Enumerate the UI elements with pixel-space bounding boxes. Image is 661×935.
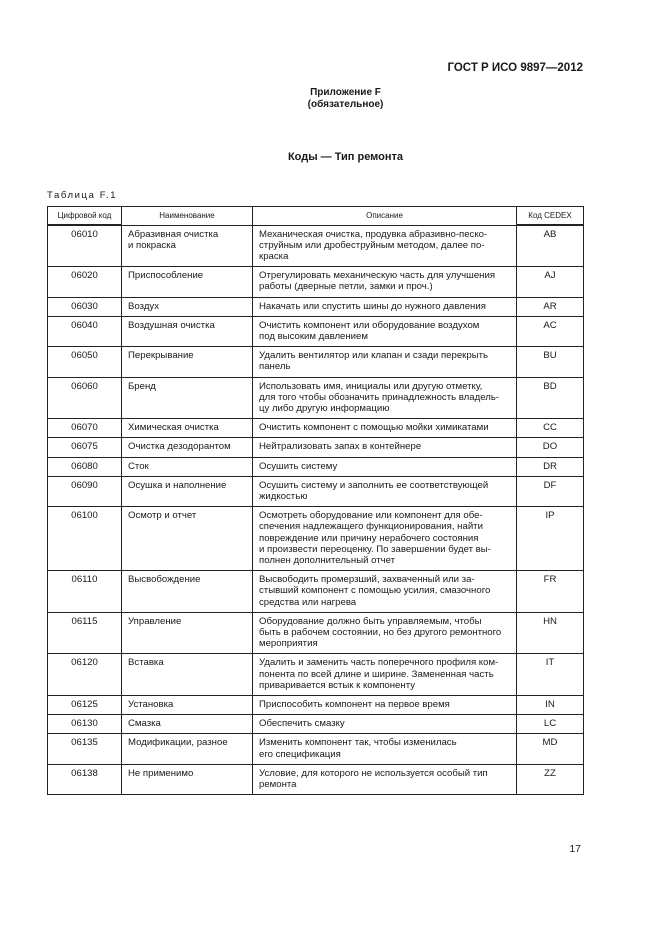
name-cell: Приспособление [122, 267, 253, 297]
name-cell: Осмотр и отчет [122, 507, 253, 571]
table-row [48, 267, 584, 297]
name-cell: Сток [122, 457, 253, 476]
document-title: Коды — Тип ремонта [287, 151, 404, 163]
table-row [48, 734, 584, 764]
column-header-name: Наименование [122, 207, 253, 226]
description-cell: Накачать или спустить шины до нужного давления [253, 297, 517, 316]
name-cell: Перекрывание [122, 347, 253, 377]
table-caption: Таблица F.1 [47, 190, 118, 201]
description-cell: Очистить компонент с помощью мойки химикатами [253, 419, 517, 438]
appendix-status: (обязательное) [307, 99, 384, 110]
name-cell: Воздух [122, 297, 253, 316]
appendix-heading [0, 87, 661, 111]
description-cell: Использовать имя, инициалы или другую отметку, для того чтобы обозначить принадлежность владель- цу либо другую информацию [253, 377, 517, 419]
code-cell: 06120 [48, 654, 122, 696]
table-row [48, 297, 584, 316]
repair-type-codes-table [47, 206, 584, 795]
cedex-cell: DO [517, 438, 584, 457]
table-row [48, 507, 584, 571]
description-cell: Высвободить промерзший, захваченный или за- стывший компонент с помощью усилия, смазочного средства или нагрева [253, 571, 517, 613]
cedex-cell: DR [517, 457, 584, 476]
name-cell: Абразивная очистка и покраска [122, 225, 253, 267]
column-header-cedex: Код CEDEX [517, 207, 584, 226]
name-cell: Не применимо [122, 764, 253, 794]
code-cell: 06125 [48, 696, 122, 715]
description-cell: Оборудование должно быть управляемым, чтобы быть в рабочем состоянии, но без другого ремонтного мероприятия [253, 612, 517, 654]
table-row [48, 457, 584, 476]
code-cell: 06130 [48, 715, 122, 734]
description-cell: Условие, для которого не используется особый тип ремонта [253, 764, 517, 794]
cedex-cell: ZZ [517, 764, 584, 794]
name-cell: Осушка и наполнение [122, 476, 253, 506]
description-cell: Механическая очистка, продувка абразивно-песко- струйным или дробеструйным методом, далее по- краска [253, 225, 517, 267]
description-cell: Обеспечить смазку [253, 715, 517, 734]
table-row [48, 715, 584, 734]
name-cell: Химическая очистка [122, 419, 253, 438]
cedex-cell: LC [517, 715, 584, 734]
description-cell: Изменить компонент так, чтобы изменилась его спецификация [253, 734, 517, 764]
description-cell: Осушить систему и заполнить ее соответствующей жидкостью [253, 476, 517, 506]
code-cell: 06090 [48, 476, 122, 506]
cedex-cell: BD [517, 377, 584, 419]
description-cell: Очистить компонент или оборудование воздухом под высоким давлением [253, 316, 517, 346]
description-cell: Нейтрализовать запах в контейнере [253, 438, 517, 457]
name-cell: Очистка дезодорантом [122, 438, 253, 457]
code-cell: 06070 [48, 419, 122, 438]
table-row [48, 612, 584, 654]
code-cell: 06115 [48, 612, 122, 654]
name-cell: Смазка [122, 715, 253, 734]
code-cell: 06030 [48, 297, 122, 316]
table-row [48, 225, 584, 267]
code-cell: 06138 [48, 764, 122, 794]
name-cell: Вставка [122, 654, 253, 696]
table-row [48, 476, 584, 506]
table-row [48, 316, 584, 346]
cedex-cell: AJ [517, 267, 584, 297]
code-cell: 06060 [48, 377, 122, 419]
code-cell: 06050 [48, 347, 122, 377]
cedex-cell: DF [517, 476, 584, 506]
description-cell: Осушить систему [253, 457, 517, 476]
name-cell: Бренд [122, 377, 253, 419]
cedex-cell: IN [517, 696, 584, 715]
code-cell: 06110 [48, 571, 122, 613]
description-cell: Удалить и заменить часть поперечного профиля ком- понента по всей длине и ширине. Замененная часть приваривается встык к компоненту [253, 654, 517, 696]
name-cell: Модификации, разное [122, 734, 253, 764]
description-cell: Удалить вентилятор или клапан и сзади перекрыть панель [253, 347, 517, 377]
column-header-description: Описание [253, 207, 517, 226]
table-row [48, 438, 584, 457]
table-row [48, 654, 584, 696]
code-cell: 06010 [48, 225, 122, 267]
name-cell: Установка [122, 696, 253, 715]
table-row [48, 377, 584, 419]
cedex-cell: FR [517, 571, 584, 613]
cedex-cell: CC [517, 419, 584, 438]
column-header-code: Цифровой код [48, 207, 122, 226]
appendix-label: Приложение F [310, 87, 381, 98]
code-cell: 06075 [48, 438, 122, 457]
cedex-cell: AB [517, 225, 584, 267]
cedex-cell: IP [517, 507, 584, 571]
table-header-row [48, 207, 584, 226]
table-row [48, 347, 584, 377]
table-row [48, 696, 584, 715]
code-cell: 06020 [48, 267, 122, 297]
cedex-cell: IT [517, 654, 584, 696]
code-cell: 06080 [48, 457, 122, 476]
description-cell: Приспособить компонент на первое время [253, 696, 517, 715]
cedex-cell: BU [517, 347, 584, 377]
cedex-cell: HN [517, 612, 584, 654]
table-row [48, 419, 584, 438]
table-row [48, 764, 584, 794]
name-cell: Управление [122, 612, 253, 654]
table-row [48, 571, 584, 613]
standard-designation: ГОСТ Р ИСО 9897—2012 [447, 62, 583, 74]
code-cell: 06040 [48, 316, 122, 346]
cedex-cell: MD [517, 734, 584, 764]
cedex-cell: AC [517, 316, 584, 346]
name-cell: Воздушная очистка [122, 316, 253, 346]
description-cell: Отрегулировать механическую часть для улучшения работы (дверные петли, замки и проч.) [253, 267, 517, 297]
description-cell: Осмотреть оборудование или компонент для обе- спечения надлежащего функционирования, найти повреждение или причину нерабочего состояния и произвести переоценку. По завершении будет вы- полнен дополнительный отчет [253, 507, 517, 571]
code-cell: 06100 [48, 507, 122, 571]
name-cell: Высвобождение [122, 571, 253, 613]
code-cell: 06135 [48, 734, 122, 764]
page-number: 17 [569, 843, 581, 855]
cedex-cell: AR [517, 297, 584, 316]
